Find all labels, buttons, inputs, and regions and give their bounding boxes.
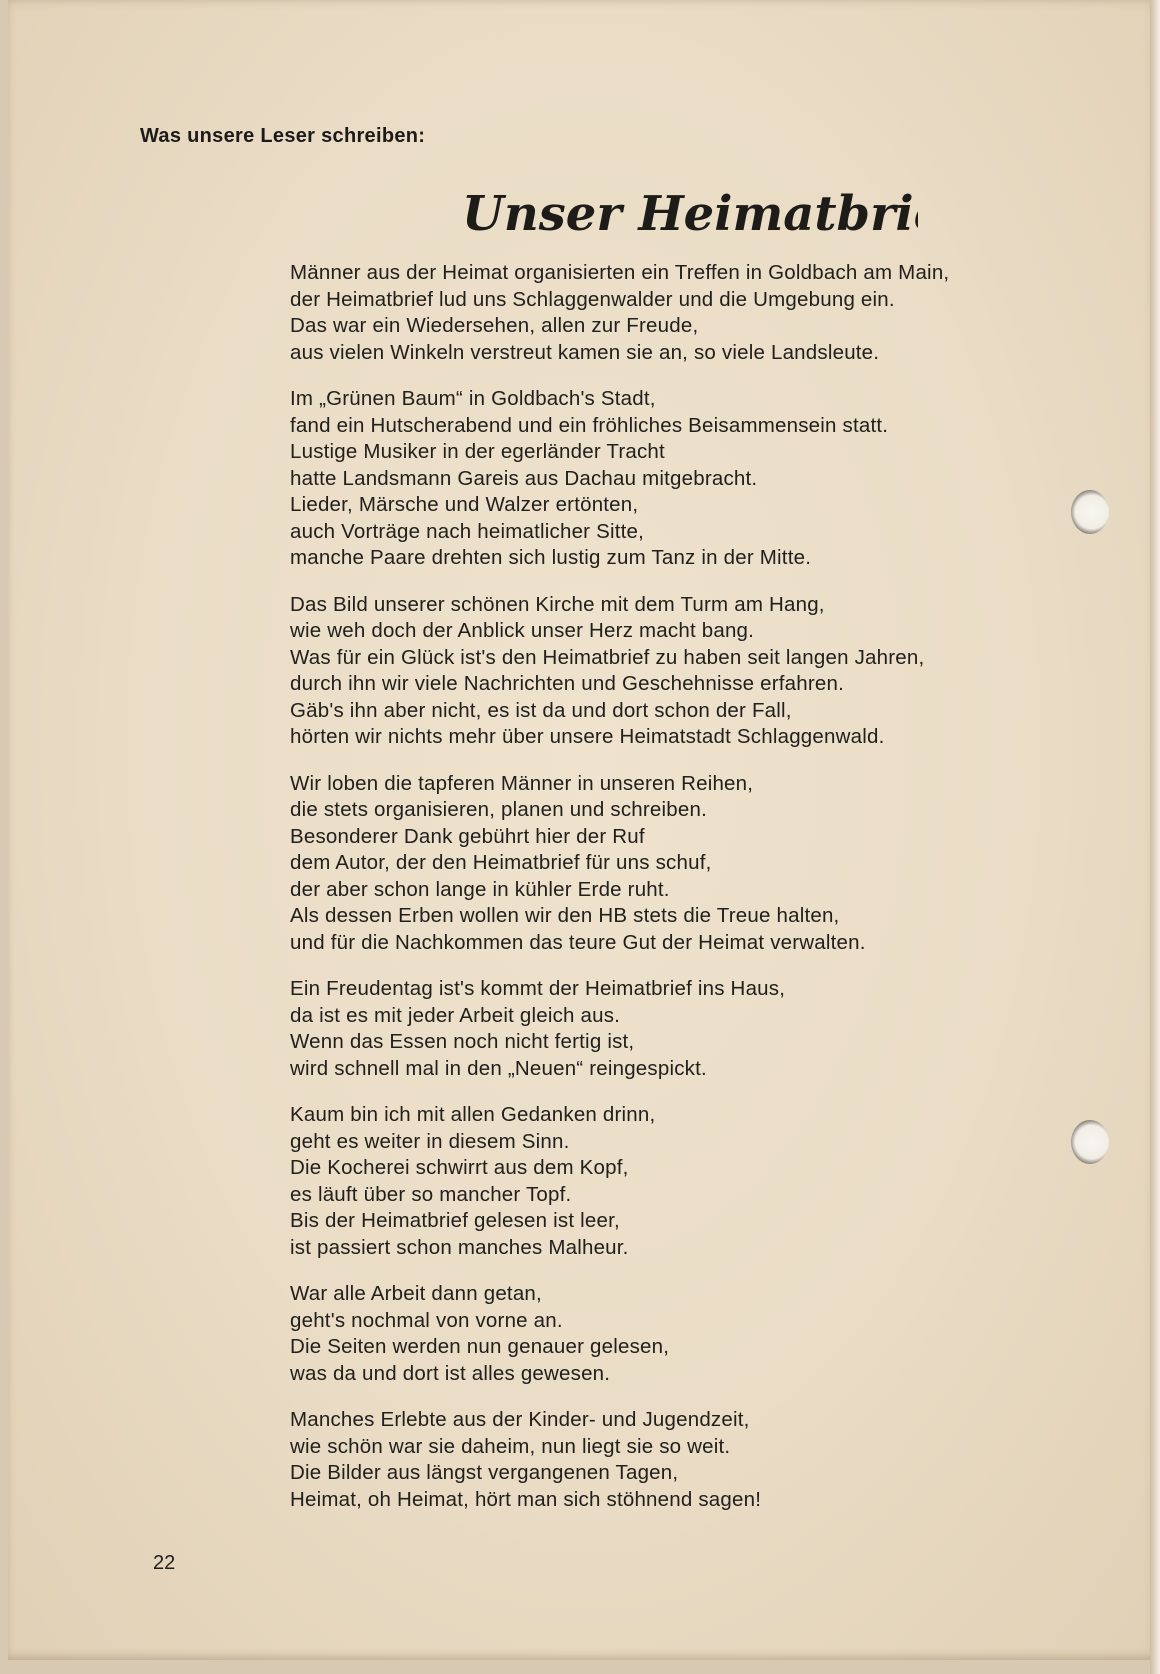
poem-line: Heimat, oh Heimat, hört man sich stöhnend sagen!: [290, 1487, 762, 1511]
poem-line: Das war ein Wiedersehen, allen zur Freude,: [290, 314, 699, 337]
poem-line: Bis der Heimatbrief gelesen ist leer,: [290, 1209, 620, 1232]
poem-line: aus vielen Winkeln verstreut kamen sie an, so viele Landsleute.: [290, 340, 880, 364]
poem-line: wie schön war sie daheim, nun liegt sie so weit.: [290, 1434, 731, 1458]
poem-line: Die Bilder aus längst vergangenen Tagen,: [290, 1461, 679, 1484]
poem-line: Lieder, Märsche und Walzer ertönten,: [290, 493, 639, 516]
poem-title-text: Unser Heimatbrief: [462, 186, 918, 242]
poem-line: Im „Grünen Baum“ in Goldbach's Stadt,: [290, 387, 656, 410]
poem-line: Was für ein Glück ist's den Heimatbrief zu haben seit langen Jahren,: [290, 645, 925, 669]
poem-line: Besonderer Dank gebührt hier der Ruf: [290, 824, 645, 848]
poem-line: die stets organisieren, planen und schreiben.: [290, 798, 707, 821]
poem-line: es läuft über so mancher Topf.: [290, 1182, 572, 1206]
poem-line: hörten wir nichts mehr über unsere Heimatstadt Schlaggenwald.: [290, 725, 885, 748]
poem-line: War alle Arbeit dann getan,: [290, 1282, 542, 1305]
punch-hole: [1071, 490, 1109, 534]
poem-body: [290, 260, 1070, 1533]
poem-line: durch ihn wir viele Nachrichten und Geschehnisse erfahren.: [290, 672, 844, 695]
poem-line: da ist es mit jeder Arbeit gleich aus.: [290, 1003, 621, 1027]
poem-stanza: [290, 1407, 1070, 1513]
poem-stanza: [290, 386, 1070, 572]
poem-line: Kaum bin ich mit allen Gedanken drinn,: [290, 1103, 656, 1126]
poem-stanza: [290, 260, 1070, 366]
poem-stanza: [290, 592, 1070, 751]
poem-line: ist passiert schon manches Malheur.: [290, 1235, 629, 1259]
poem-line: Das Bild unserer schönen Kirche mit dem Turm am Hang,: [290, 592, 825, 616]
poem-line: was da und dort ist alles gewesen.: [290, 1361, 611, 1385]
section-label: Was unsere Leser schreiben:: [140, 125, 426, 147]
poem-line: Die Kocherei schwirrt aus dem Kopf,: [290, 1156, 629, 1179]
poem-line: Gäb's ihn aber nicht, es ist da und dort schon der Fall,: [290, 698, 792, 722]
poem-line: Manches Erlebte aus der Kinder- und Jugendzeit,: [290, 1408, 750, 1431]
page-number: 22: [153, 1552, 176, 1574]
page-edge: [1150, 0, 1160, 1674]
poem-line: der aber schon lange in kühler Erde ruht.: [290, 877, 670, 901]
poem-title: [458, 170, 918, 250]
poem-line: wird schnell mal in den „Neuen“ reingespickt.: [290, 1056, 707, 1080]
poem-title-script: [458, 170, 918, 250]
poem-line: fand ein Hutscherabend und ein fröhliches Beisammensein statt.: [290, 413, 889, 437]
poem-line: Wenn das Essen noch nicht fertig ist,: [290, 1030, 635, 1053]
poem-line: wie weh doch der Anblick unser Herz macht bang.: [290, 619, 755, 642]
poem-line: Als dessen Erben wollen wir den HB stets die Treue halten,: [290, 904, 840, 927]
poem-line: hatte Landsmann Gareis aus Dachau mitgebracht.: [290, 466, 758, 490]
poem-line: Wir loben die tapferen Männer in unseren Reihen,: [290, 771, 754, 795]
poem-stanza: [290, 1102, 1070, 1261]
poem-line: Männer aus der Heimat organisierten ein Treffen in Goldbach am Main,: [290, 261, 950, 284]
poem-line: manche Paare drehten sich lustig zum Tanz in der Mitte.: [290, 546, 812, 569]
poem-line: Die Seiten werden nun genauer gelesen,: [290, 1335, 670, 1358]
poem-line: auch Vorträge nach heimatlicher Sitte,: [290, 519, 645, 543]
poem-line: geht's nochmal von vorne an.: [290, 1308, 563, 1332]
punch-hole: [1071, 1120, 1109, 1164]
poem-stanza: [290, 1281, 1070, 1387]
document-page: [8, 0, 1160, 1660]
poem-line: dem Autor, der den Heimatbrief für uns schuf,: [290, 851, 712, 874]
poem-line: und für die Nachkommen das teure Gut der Heimat verwalten.: [290, 930, 866, 954]
poem-line: Lustige Musiker in der egerländer Tracht: [290, 440, 665, 463]
poem-line: Ein Freudentag ist's kommt der Heimatbrief ins Haus,: [290, 977, 786, 1000]
poem-stanza: [290, 771, 1070, 957]
poem-line: geht es weiter in diesem Sinn.: [290, 1129, 570, 1153]
poem-stanza: [290, 976, 1070, 1082]
poem-line: der Heimatbrief lud uns Schlaggenwalder und die Umgebung ein.: [290, 287, 895, 311]
